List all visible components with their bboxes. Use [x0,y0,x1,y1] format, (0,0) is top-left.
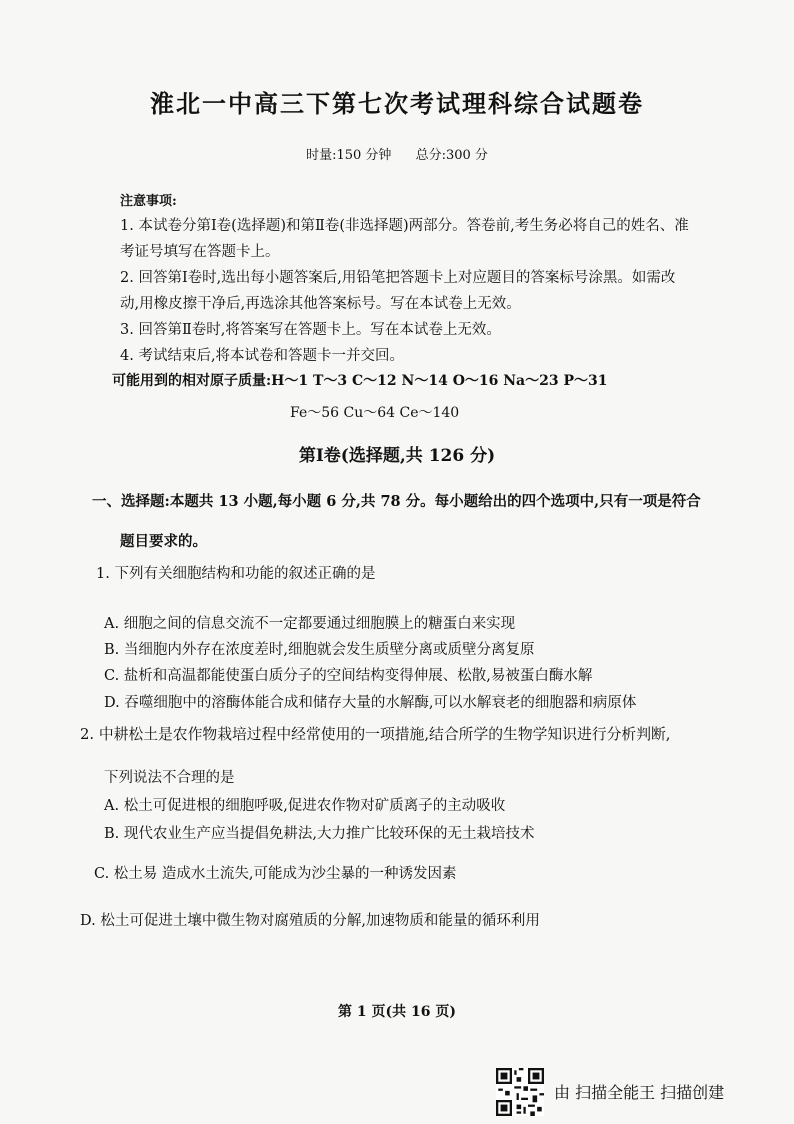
question-option: D. 吞噬细胞中的溶酶体能合成和储存大量的水解酶,可以水解衰老的细胞器和病原体 [104,695,637,711]
scanner-label: 由 扫描全能王 扫描创建 [554,1083,725,1102]
section-instruction: 一、选择题:本题共 13 小题,每小题 6 分,共 78 分。每小题给出的四个选项中,只有一项是符合 [92,493,701,510]
question-option: C. 盐析和高温都能使蛋白质分子的空间结构变得伸展、松散,易被蛋白酶水解 [104,668,593,684]
atomic-mass-line-2: Fe～56 Cu～64 Ce～140 [290,405,460,421]
question-stem-2: 下列说法不合理的是 [104,770,235,786]
note-line: 2. 回答第Ⅰ卷时,选出每小题答案后,用铅笔把答题卡上对应题目的答案标号涂黑。如需改 [120,270,676,286]
time-label: 时量:150 分钟 [306,148,392,163]
question-option: B. 当细胞内外存在浓度差时,细胞就会发生质壁分离或质壁分离复原 [104,642,535,658]
question-option: A. 细胞之间的信息交流不一定都要通过细胞膜上的糖蛋白来实现 [104,616,516,632]
question-option: C. 松土易 造成水土流失,可能成为沙尘暴的一种诱发因素 [94,866,457,882]
page-title: 淮北一中高三下第七次考试理科综合试题卷 [150,89,644,118]
note-line: 考证号填写在答题卡上。 [120,244,280,260]
question-option: B. 现代农业生产应当提倡免耕法,大力推广比较环保的无土栽培技术 [104,826,535,842]
question-option: D. 松土可促进土壤中微生物对腐殖质的分解,加速物质和能量的循环利用 [80,913,540,929]
note-line: 动,用橡皮擦干净后,再选涂其他答案标号。写在本试卷上无效。 [120,296,521,312]
scanner-watermark [496,1068,786,1118]
note-line: 3. 回答第Ⅱ卷时,将答案写在答题卡上。写在本试卷上无效。 [120,322,501,338]
atomic-mass-line: 可能用到的相对原子质量:H～1 T～3 C～12 N～14 O～16 Na～23 P～31 [112,373,608,389]
page-footer: 第 1 页(共 16 页) [338,1004,456,1020]
notes-heading: 注意事项: [120,194,177,209]
score-label: 总分:300 分 [415,148,488,163]
question-option: A. 松土可促进根的细胞呼吸,促进农作物对矿质离子的主动吸收 [104,798,506,814]
question-stem: 1. 下列有关细胞结构和功能的叙述正确的是 [96,566,376,582]
section-instruction-2: 题目要求的。 [120,533,207,550]
qr-code-icon [496,1068,544,1116]
exam-meta [0,144,794,163]
section-title: 第Ⅰ卷(选择题,共 126 分) [298,446,496,466]
note-line: 4. 考试结束后,将本试卷和答题卡一并交回。 [120,348,405,364]
note-line: 1. 本试卷分第Ⅰ卷(选择题)和第Ⅱ卷(非选择题)两部分。答卷前,考生务必将自己的姓名、准 [120,218,689,234]
question-stem: 2. 中耕松土是农作物栽培过程中经常使用的一项措施,结合所学的生物学知识进行分析判断, [80,726,671,743]
